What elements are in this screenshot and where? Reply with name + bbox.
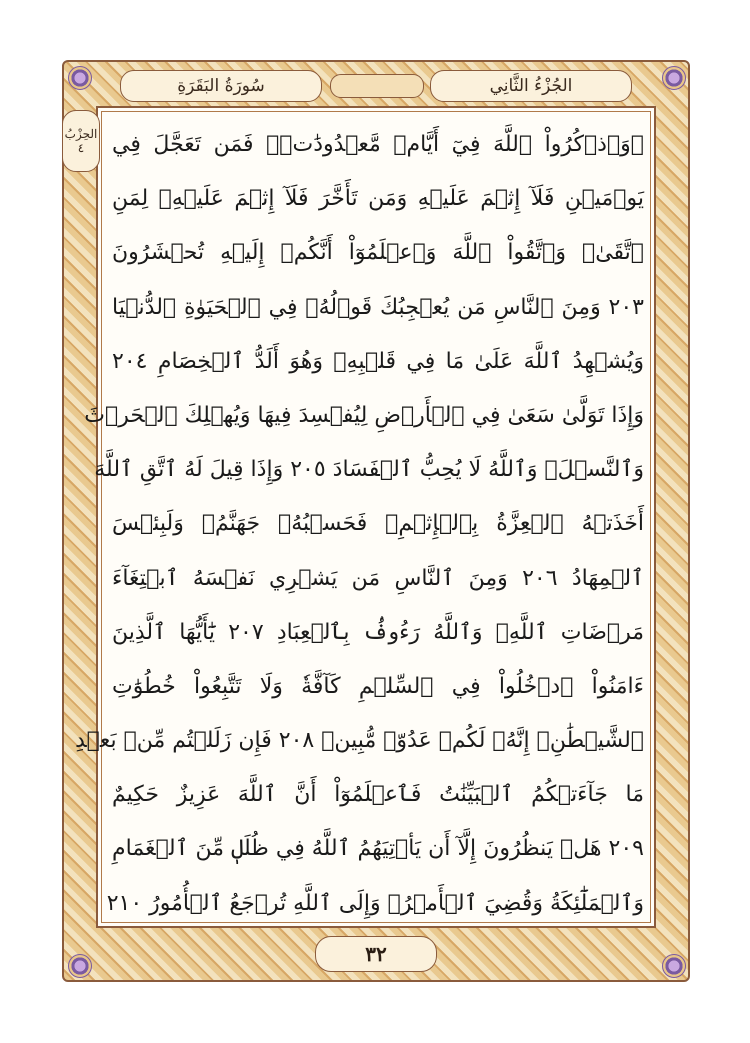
- corner-ornament-bottom-left: [68, 954, 92, 978]
- text-line: مَرۡضَاتِ ٱللَّهِۚ وَٱللَّهُ رَءُوفُۢ بِٱلۡعِبَادِ ٢٠٧ يَٰٓأَيُّهَا ٱلَّذِينَ: [112, 619, 645, 645]
- text-line: ءَامَنُواْ ٱدۡخُلُواْ فِي ٱلسِّلۡمِ كَآفَّةٗ وَلَا تَتَّبِعُواْ خُطُوَٰتِ: [112, 673, 644, 699]
- hizb-label: الحِزْبُ: [64, 126, 98, 141]
- page-number: ٣٢: [365, 942, 387, 966]
- text-line: ٢٠٩ هَلۡ يَنظُرُونَ إِلَّآ أَن يَأۡتِيَهُمُ ٱللَّهُ فِي ظُلَلٖ مِّنَ ٱلۡغَمَامِ: [112, 836, 644, 862]
- page-number-cartouche: [315, 936, 437, 972]
- text-line: وَإِذَا تَوَلَّىٰ سَعَىٰ فِي ٱلۡأَرۡضِ لِيُفۡسِدَ فِيهَا وَيُهۡلِكَ ٱلۡحَرۡثَ: [84, 402, 644, 428]
- hizb-marker: [62, 110, 100, 172]
- text-line: ٱتَّقَىٰۗ وَٱتَّقُواْ ٱللَّهَ وَٱعۡلَمُوٓاْ أَنَّكُمۡ إِلَيۡهِ تُحۡشَرُونَ: [112, 240, 644, 266]
- text-line: وَيُشۡهِدُ ٱللَّهَ عَلَىٰ مَا فِي قَلۡبِهِۦ وَهُوَ أَلَدُّ ٱلۡخِصَامِ ٢٠٤: [112, 348, 644, 374]
- text-line: يَوۡمَيۡنِ فَلَآ إِثۡمَ عَلَيۡهِ وَمَن تَأَخَّرَ فَلَآ إِثۡمَ عَلَيۡهِۖ لِمَنِ: [112, 186, 644, 212]
- corner-ornament-bottom-right: [662, 954, 686, 978]
- text-line: أَخَذَتۡهُ ٱلۡعِزَّةُ بِٱلۡإِثۡمِۚ فَحَسۡبُهُۥ جَهَنَّمُۖ وَلَبِئۡسَ: [112, 511, 644, 537]
- text-line: ۞وَٱذۡكُرُواْ ٱللَّهَ فِيٓ أَيَّامٖ مَّعۡدُودَٰتٖۚ فَمَن تَعَجَّلَ فِي: [112, 132, 644, 157]
- header-center-ornament: [330, 74, 424, 98]
- corner-ornament-top-left: [68, 66, 92, 90]
- juz-name: الجُزْءُ الثَّانِي: [489, 76, 573, 96]
- corner-ornament-top-right: [662, 66, 686, 90]
- text-line: وَٱلنَّسۡلَۚ وَٱللَّهُ لَا يُحِبُّ ٱلۡفَسَادَ ٢٠٥ وَإِذَا قِيلَ لَهُ ٱتَّقِ ٱللَّهَ: [94, 457, 644, 483]
- text-line: ٱلشَّيۡطَٰنِۚ إِنَّهُۥ لَكُمۡ عَدُوّٞ مُّبِينٞ ٢٠٨ فَإِن زَلَلۡتُم مِّنۢ بَعۡدِ: [75, 728, 644, 754]
- surah-name-header: [120, 70, 322, 102]
- text-line: ٱلۡمِهَادُ ٢٠٦ وَمِنَ ٱلنَّاسِ مَن يَشۡرِي نَفۡسَهُ ٱبۡتِغَآءَ: [112, 565, 645, 591]
- text-line: وَٱلۡمَلَٰٓئِكَةُ وَقُضِيَ ٱلۡأَمۡرُۚ وَإِلَى ٱللَّهِ تُرۡجَعُ ٱلۡأُمُورُ ٢١٠: [106, 890, 644, 916]
- hizb-number: ٤: [77, 141, 85, 155]
- juz-name-header: [430, 70, 632, 102]
- surah-name: سُورَةُ البَقَرَةِ: [177, 76, 265, 96]
- text-line: ٢٠٣ وَمِنَ ٱلنَّاسِ مَن يُعۡجِبُكَ قَوۡلُهُۥ فِي ٱلۡحَيَوٰةِ ٱلدُّنۡيَا: [112, 294, 644, 320]
- text-line: مَا جَآءَتۡكُمُ ٱلۡبَيِّنَٰتُ فَٱعۡلَمُوٓاْ أَنَّ ٱللَّهَ عَزِيزٌ حَكِيمٌ: [112, 782, 644, 808]
